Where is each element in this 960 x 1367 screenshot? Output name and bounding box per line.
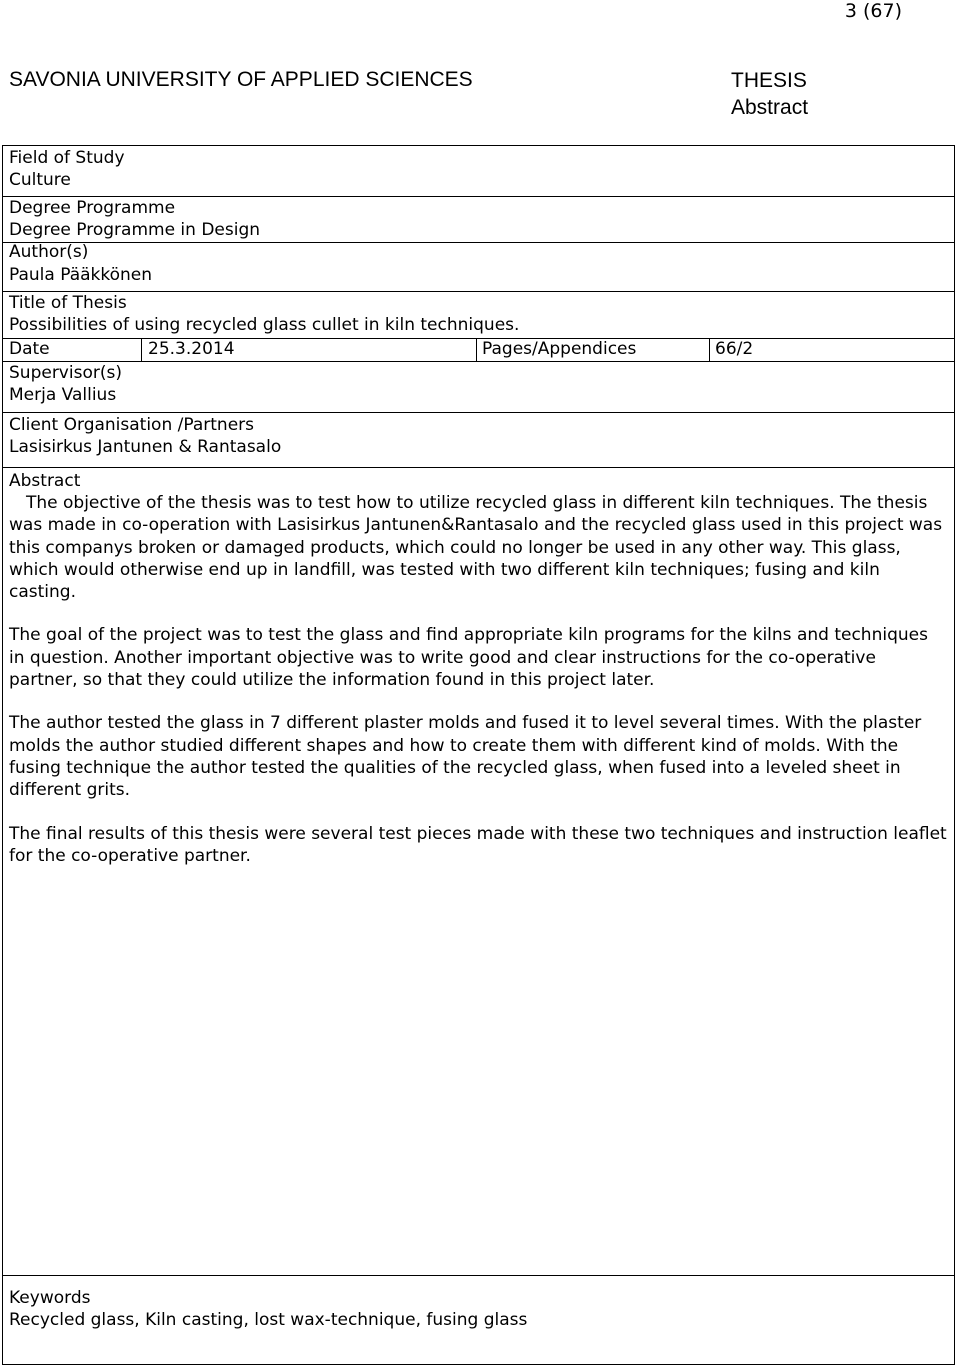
field-of-study-label: Field of Study	[9, 148, 125, 168]
keywords-row	[3, 1276, 954, 1364]
degree-programme-value: Degree Programme in Design	[9, 220, 261, 240]
abstract-paragraph: The author tested the glass in 7 different plaster molds and fused it to level several times. With the plaster molds the author studied different shapes and how to create them with different kind of molds. With the fusing technique the author tested the qualities of the recycled glass, when fused into a leveled sheet in different grits.	[9, 713, 922, 801]
degree-programme-label: Degree Programme	[9, 198, 176, 218]
authors-row	[3, 243, 954, 292]
abstract-form	[2, 145, 955, 1365]
document-type	[731, 67, 808, 121]
date-divider	[141, 339, 142, 361]
client-label: Client Organisation /Partners	[9, 415, 255, 435]
abstract-paragraph: The goal of the project was to test the glass and find appropriate kiln programs for the kilns and techniques in question. Another important objective was to write good and clear instructions for the co-operative partner, so that they could utilize the information found in this project later.	[9, 625, 928, 691]
keywords-label: Keywords	[9, 1288, 91, 1308]
document-type-thesis: THESIS	[731, 69, 807, 92]
client-row	[3, 413, 954, 468]
supervisors-label: Supervisor(s)	[9, 363, 122, 383]
supervisors-row	[3, 362, 954, 413]
pages-value-divider	[709, 339, 710, 361]
abstract-paragraph	[9, 492, 948, 603]
abstract-label: Abstract	[9, 471, 81, 491]
authors-label: Author(s)	[9, 242, 89, 262]
abstract-paragraph-text: The objective of the thesis was to test how to utilize recycled glass in different kiln techniques. The thesis was made in co-operation with Lasisirkus Jantunen&Rantasalo and the recycled glass used in this project was this companys broken or damaged products, which could no longer be used in any other way. This glass, which would otherwise end up in landfill, was tested with two different kiln techniques; fusing and kiln casting.	[9, 493, 943, 603]
page-number: 3 (67)	[844, 0, 902, 22]
field-of-study-value: Culture	[9, 170, 71, 190]
pages-label: Pages/Appendices	[482, 339, 637, 359]
title-label: Title of Thesis	[9, 293, 127, 313]
degree-programme-row	[3, 197, 954, 243]
abstract-paragraph: The final results of this thesis were several test pieces made with these two techniques and instruction leaflet for the co-operative partner.	[9, 823, 947, 866]
abstract-row	[3, 468, 954, 1276]
date-value: 25.3.2014	[148, 339, 235, 359]
client-value: Lasisirkus Jantunen & Rantasalo	[9, 437, 282, 457]
university-name: SAVONIA UNIVERSITY OF APPLIED SCIENCES	[9, 68, 473, 91]
document-type-abstract: Abstract	[731, 96, 809, 119]
keywords-value: Recycled glass, Kiln casting, lost wax-technique, fusing glass	[9, 1310, 528, 1330]
pages-value: 66/2	[715, 339, 754, 359]
authors-value: Paula Pääkkönen	[9, 265, 153, 285]
title-value: Possibilities of using recycled glass cullet in kiln techniques.	[9, 315, 520, 335]
date-pages-row	[3, 339, 954, 362]
supervisors-value: Merja Vallius	[9, 385, 117, 405]
abstract-body	[9, 492, 948, 888]
pages-divider	[476, 339, 477, 361]
date-label: Date	[9, 339, 50, 359]
field-of-study-row	[3, 146, 954, 197]
title-row	[3, 292, 954, 339]
